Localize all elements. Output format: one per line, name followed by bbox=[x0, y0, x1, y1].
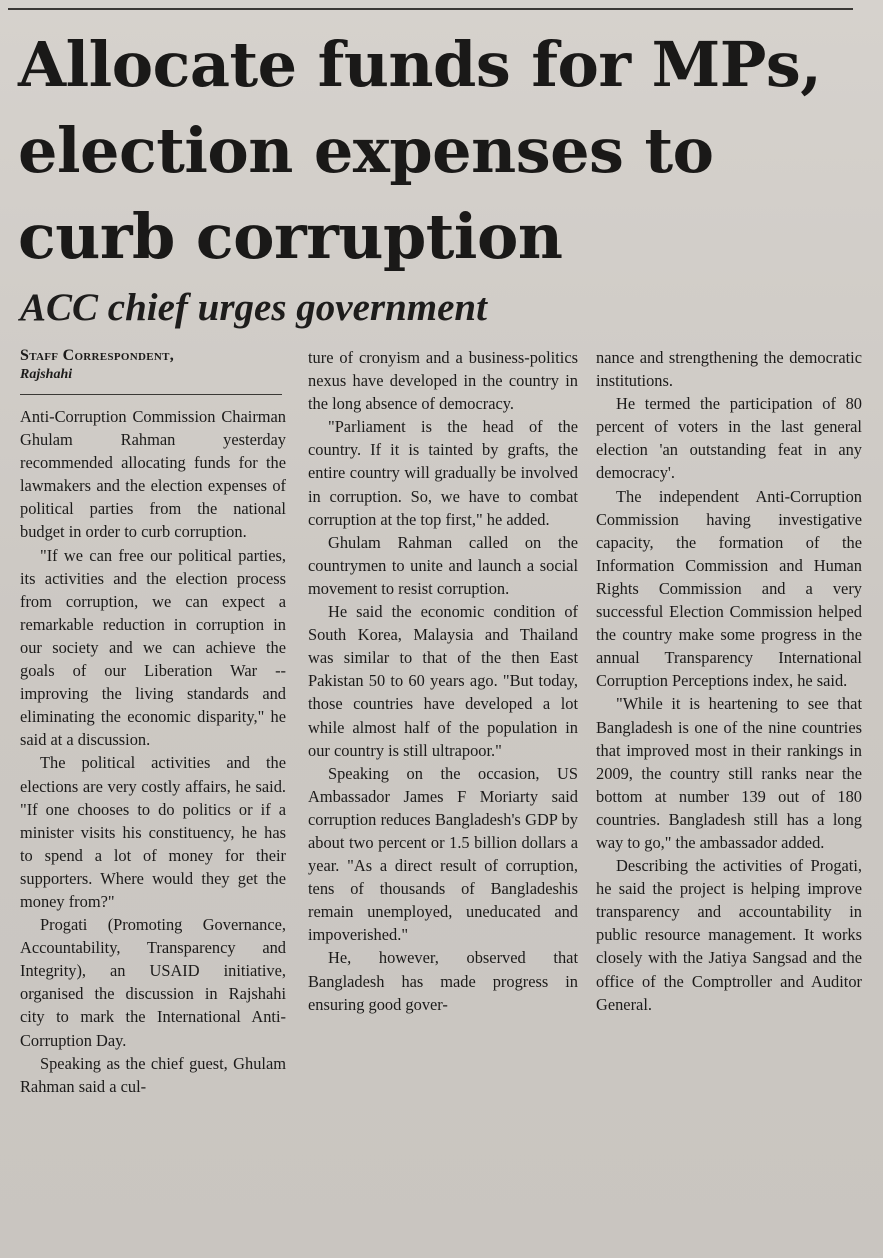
paragraph: ture of cronyism and a business-politics nexus have developed in the country in the long absence of democracy. bbox=[308, 348, 578, 414]
paragraph: He said the economic condition of South Korea, Malaysia and Thailand was similar to that of the then East Pakistan 50 to 60 years ago. "But today, those countries have developed a lot while almost half of the population in our country is still ultrapoor." bbox=[308, 602, 578, 760]
headline-line: Allocate funds for MPs, bbox=[18, 28, 822, 101]
byline bbox=[20, 346, 286, 366]
headline bbox=[18, 22, 878, 280]
headline-line: curb corruption bbox=[18, 200, 563, 273]
paragraph: He termed the participation of 80 percent of voters in the last general election 'an outstanding feat in any democracy'. bbox=[596, 394, 862, 483]
paragraph: Speaking as the chief guest, Ghulam Rahman said a cul- bbox=[20, 1053, 286, 1096]
paragraph: "If we can free our political parties, its activities and the election process from corruption, we can expect a remarkable reduction in corruption in our society and we can achieve the goals of our Liberation War -- improving the living standards and eliminating the economic disparity," he said at a discussion. bbox=[20, 545, 286, 750]
dateline: Rajshahi bbox=[20, 367, 73, 382]
column-2 bbox=[308, 346, 578, 1016]
paragraph: The independent Anti-Corruption Commission having investigative capacity, the formation of the Information Commission and Human Rights Commission and a very successful Election Commission helped the country make some progress in the annual Transparency International Corruption Perceptions index, he said. bbox=[596, 486, 862, 691]
paragraph: nance and strengthening the democratic institutions. bbox=[596, 348, 862, 391]
byline-rule bbox=[20, 394, 282, 395]
paragraph: "While it is heartening to see that Bangladesh is one of the nine countries that improved most in their rankings in 2009, the country still ranks near the bottom at number 139 out of 180 countries. Bangladesh still has a long way to go," the ambassador added. bbox=[596, 694, 862, 852]
paragraph: Describing the activities of Progati, he said the project is helping improve transparency and accountability in public resource management. It works closely with the Jatiya Sangsad and the office of the Comptroller and Auditor General. bbox=[596, 856, 862, 1014]
paragraph: Progati (Promoting Governance, Accountability, Transparency and Integrity), an USAID initiative, organised the discussion in Rajshahi city to mark the International Anti-Corruption Day. bbox=[20, 915, 286, 1050]
paragraph: The political activities and the elections are very costly affairs, he said. "If one chooses to do politics or if a minister visits his constituency, he has to spend a lot of money for their supporters. Where would they get the money from?" bbox=[20, 753, 286, 911]
byline-text: Staff Correspondent, bbox=[20, 347, 175, 364]
headline-line: election expenses to bbox=[18, 114, 714, 187]
column-1 bbox=[20, 346, 286, 1098]
paragraph: Speaking on the occasion, US Ambassador James F Moriarty said corruption reduces Bangladesh's GDP by about two percent or 1.5 billion dollars a year. "As a direct result of corruption, tens of thousands of Bangladeshis remain unemployed, uneducated and impoverished." bbox=[308, 763, 578, 945]
subhead: ACC chief urges government bbox=[20, 286, 487, 329]
paragraph: "Parliament is the head of the country. If it is tainted by grafts, the entire country will gradually be involved in corruption. So, we have to combat corruption at the top first," he added. bbox=[308, 417, 578, 529]
paragraph: Ghulam Rahman called on the countrymen to unite and launch a social movement to resist corruption. bbox=[308, 532, 578, 598]
paragraph: Anti-Corruption Commission Chairman Ghulam Rahman yesterday recommended allocating funds for the lawmakers and the election expenses of political parties from the national budget in order to curb corruption. bbox=[20, 407, 286, 542]
column-3 bbox=[596, 346, 862, 1016]
paragraph: He, however, observed that Bangladesh has made progress in ensuring good gover- bbox=[308, 948, 578, 1014]
top-rule bbox=[8, 8, 853, 10]
